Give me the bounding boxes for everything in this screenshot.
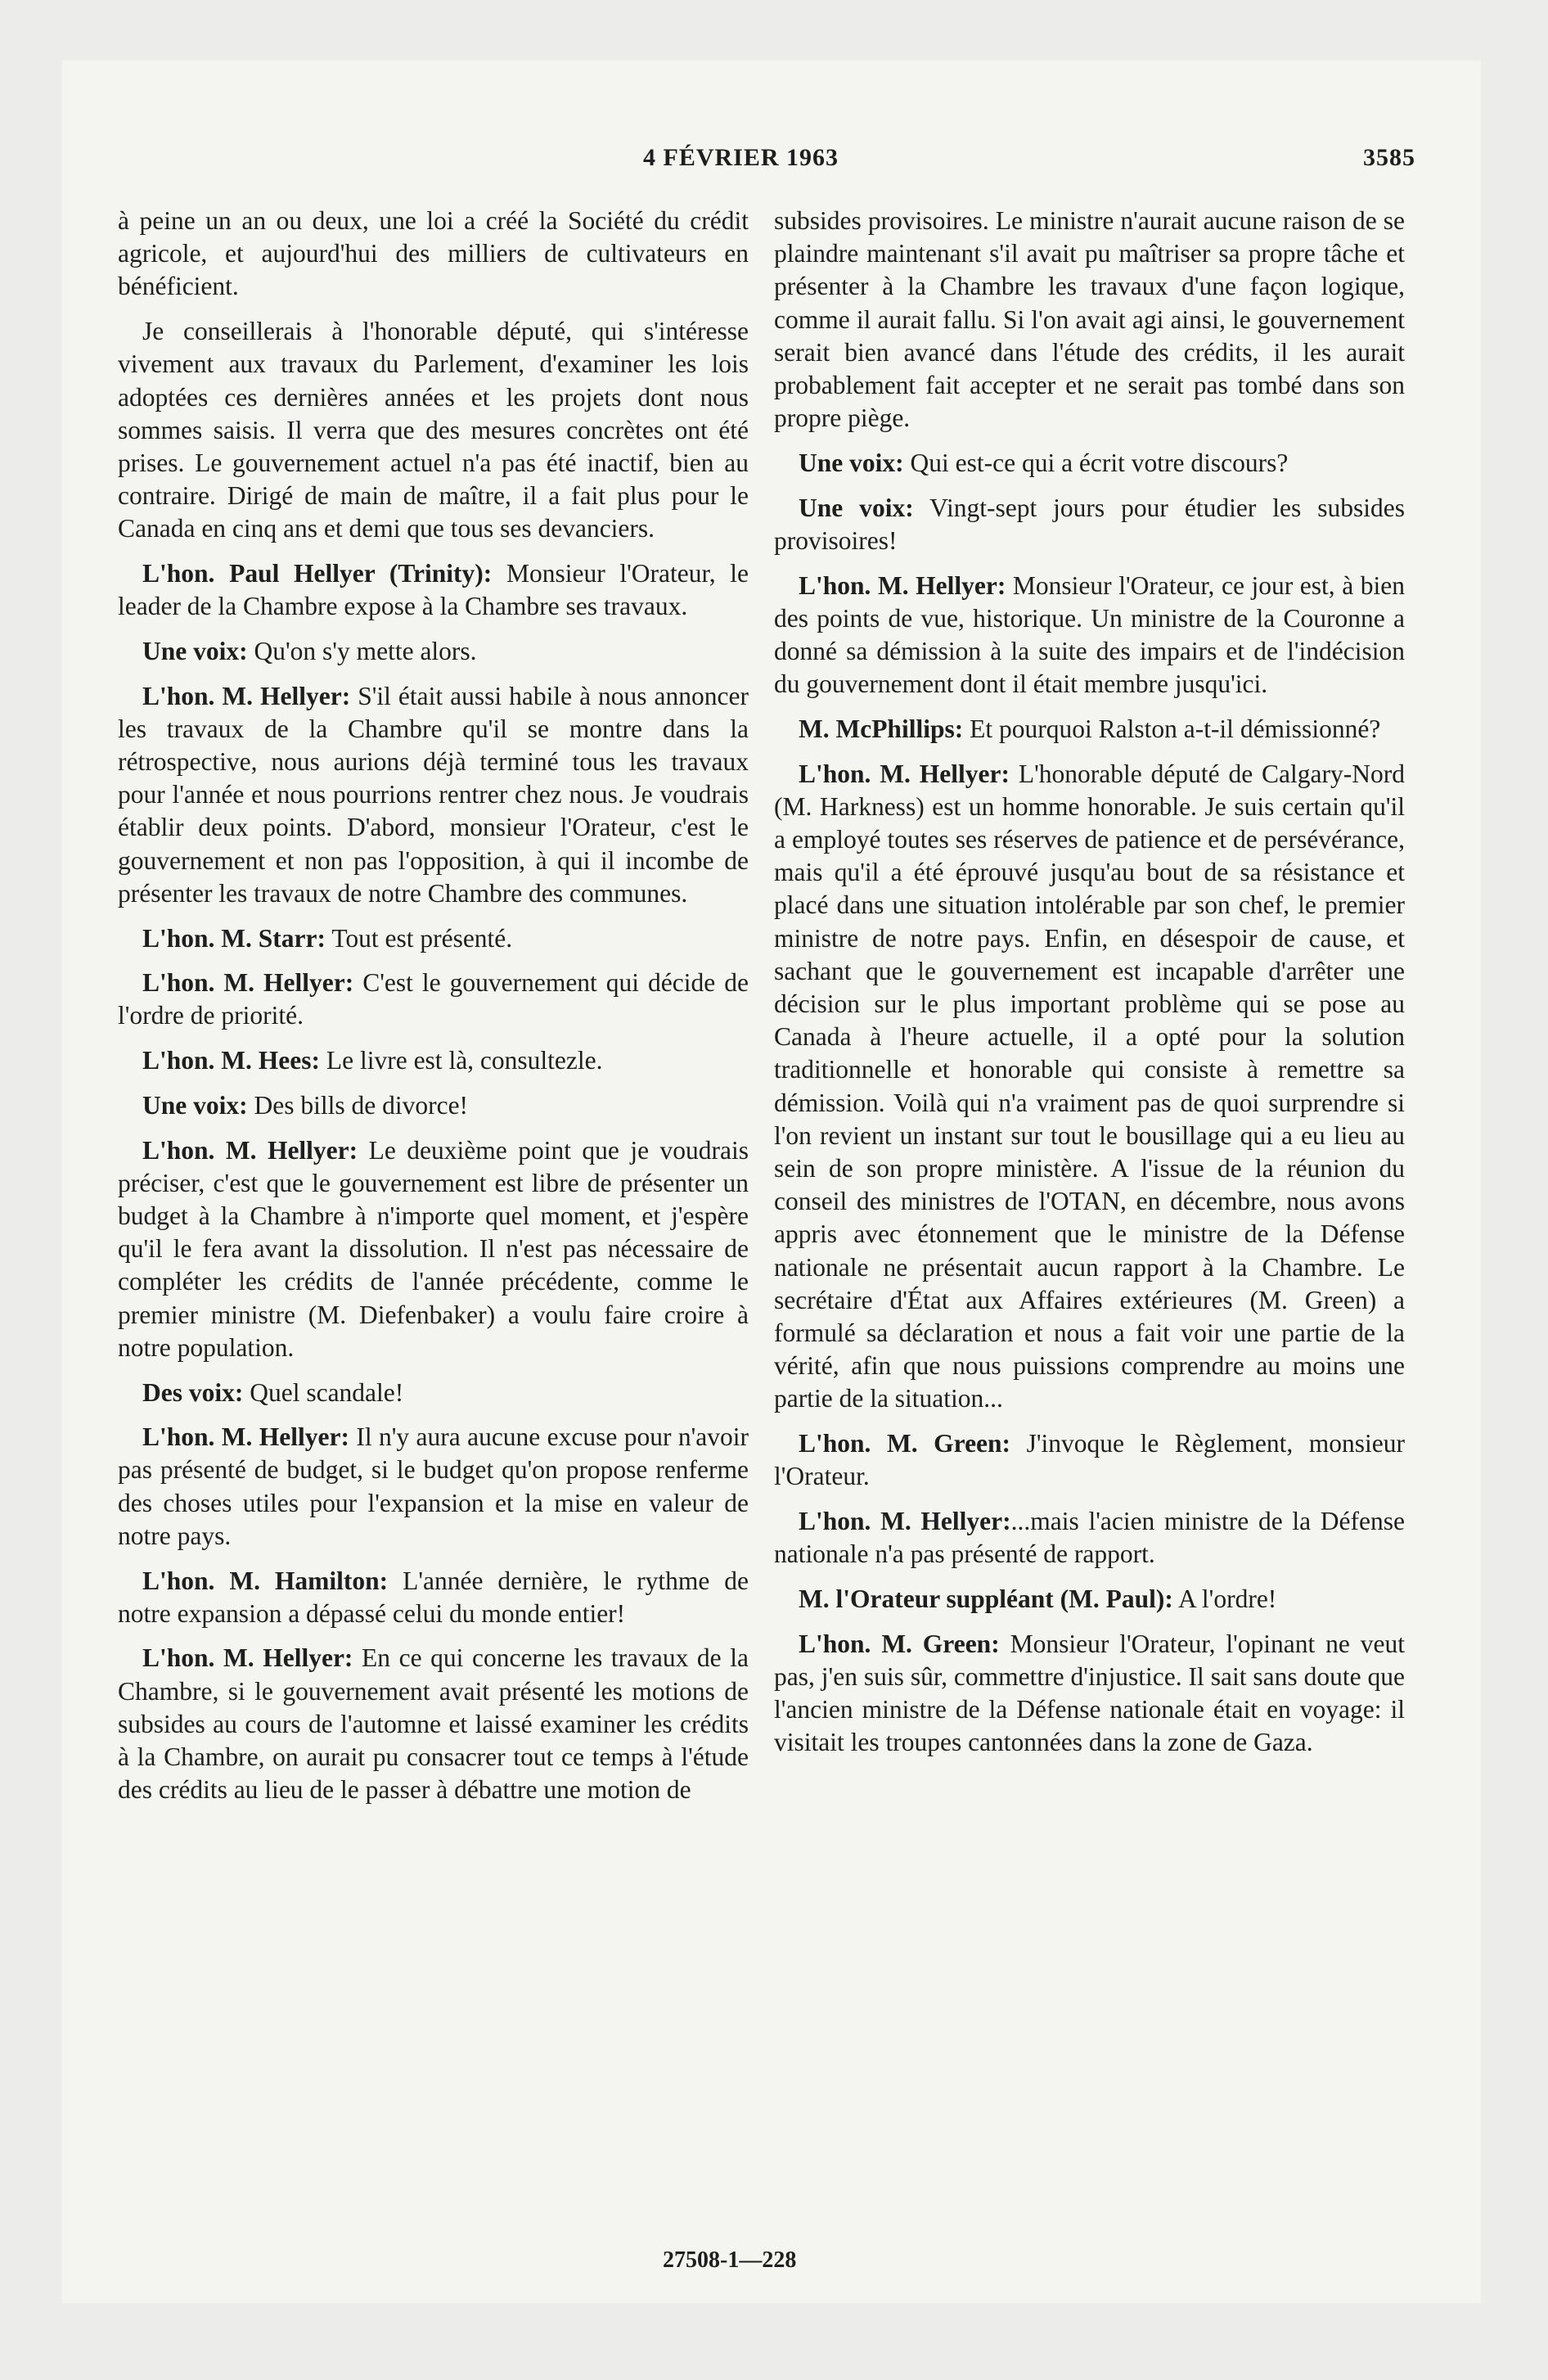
speaker: M. McPhillips: [799, 714, 964, 743]
paragraph [118, 1044, 749, 1077]
paragraph-text: Des bills de divorce! [254, 1090, 469, 1120]
left-column [118, 205, 749, 1819]
speaker: M. l'Orateur suppléant (M. Paul): [799, 1584, 1173, 1613]
speaker: L'hon. M. Hellyer: [799, 570, 1006, 600]
paragraph [774, 205, 1405, 435]
paragraph-text: C'est le gouvernement qui décide de l'ordre de priorité. [118, 968, 749, 1030]
paragraph [774, 1505, 1405, 1571]
paragraph [118, 1421, 749, 1553]
paragraph [118, 205, 749, 304]
speaker: L'hon. M. Hellyer: [142, 1422, 349, 1452]
speaker: Des voix: [142, 1377, 244, 1407]
paragraph-text: subsides provisoires. Le ministre n'aurait aucune raison de se plaindre maintenant s'il avait pu maîtriser sa propre tâche et présenter à la Chambre les travaux d'une façon logique, comme il aurait fallu. Si l'on avait agi ainsi, le gouvernement serait bien avancé dans l'étude des crédits, il les aurait probablement fait accepter et ne serait pas tombé dans son propre piège. [774, 206, 1405, 433]
paragraph-text: Qui est-ce qui a écrit votre discours? [910, 448, 1289, 477]
document-page [62, 61, 1481, 2303]
speaker: Une voix: [799, 493, 914, 522]
paragraph-text: En ce qui concerne les travaux de la Chambre, si le gouvernement avait présenté les motions de subsides au cours de l'automne et laissé examiner les crédits à la Chambre, on aurait pu consacrer tout ce temps à l'étude des crédits au lieu de le passer à débattre une motion de [118, 1643, 749, 1805]
paragraph-text: Monsieur l'Orateur, le leader de la Chambre expose à la Chambre ses travaux. [118, 559, 749, 621]
speaker: Une voix: [142, 1090, 248, 1120]
speaker: L'hon. Paul Hellyer (Trinity): [142, 559, 493, 588]
paragraph [118, 1089, 749, 1122]
paragraph [118, 635, 749, 668]
speaker: L'hon. M. Hellyer: [142, 1643, 353, 1673]
paragraph [118, 315, 749, 545]
paragraph-text: Monsieur l'Orateur, l'opinant ne veut pas, j'en suis sûr, commettre d'injustice. Il sait sans doute que l'ancien ministre de la Défense nationale était en voyage: il visitait les troupes cantonnées dans la zone de Gaza. [774, 1629, 1405, 1757]
paragraph-text: Le livre est là, consultezle. [326, 1046, 603, 1075]
paragraph [774, 758, 1405, 1416]
speaker: L'hon. M. Hees: [142, 1046, 320, 1075]
paragraph-text: S'il était aussi habile à nous annoncer les travaux de la Chambre qu'il se montre dans la rétrospective, nous aurions déjà terminé tous les travaux pour l'année et nous pourrions rentrer chez nous. Je voudrais établir deux points. D'abord, monsieur l'Orateur, c'est le gouvernement et non pas l'opposition, à qui il incombe de présenter les travaux de notre Chambre des communes. [118, 681, 749, 908]
paragraph-text: J'invoque le Règlement, monsieur l'Orateur. [774, 1429, 1406, 1491]
paragraph [774, 1628, 1405, 1760]
paragraph-text: Tout est présenté. [331, 923, 513, 953]
speaker: L'hon. M. Green: [799, 1629, 1000, 1658]
paragraph [118, 1377, 749, 1409]
paragraph [118, 680, 749, 910]
paragraph [118, 557, 749, 623]
paragraph [118, 967, 749, 1032]
paragraph [774, 570, 1405, 701]
paragraph [774, 1583, 1405, 1616]
speaker: L'hon. M. Hellyer: [142, 968, 354, 998]
paragraph [774, 713, 1405, 746]
paragraph [118, 1565, 749, 1630]
paragraph [118, 1134, 749, 1364]
paragraph-text: L'honorable député de Calgary-Nord (M. Harkness) est un homme honorable. Je suis certain qu'il a employé toutes ses réserves de patience et de persévérance, mais qu'il a été éprouvé jusqu'au bout de sa résistance et placé dans une situation intolérable par son chef, le premier ministre de notre pays. Enfin, en désespoir de cause, et sachant que le gouvernement est incapable d'arrêter une décision sur le plus important problème qui se pose au Canada à l'heure actuelle, il a opté pour la solution traditionnelle et honorable qui consiste à remettre sa démission. Voilà qui n'a vraiment pas de quoi surprendre si l'on revient un instant sur tout le bousillage qui a eu lieu au sein de son propre ministère. A l'issue de la réunion du conseil des ministres de l'OTAN, en décembre, nous avons appris avec étonnement que le ministre de la Défense nationale ne présentait aucun rapport à la Chambre. Le secrétaire d'État aux Affaires extérieures (M. Green) a formulé sa déclaration et nous a fait voir une partie de la vérité, afin que nous puissions comprendre au moins une partie de la situation... [774, 759, 1405, 1413]
paragraph [774, 447, 1405, 480]
speaker: L'hon. M. Hellyer: [799, 759, 1010, 788]
speaker: L'hon. M. Starr: [142, 923, 326, 953]
paragraph [118, 922, 749, 955]
paragraph [774, 492, 1405, 557]
page-date: 4 FÉVRIER 1963 [643, 144, 839, 171]
paragraph [774, 1427, 1405, 1493]
paragraph-text: Je conseillerais à l'honorable député, qui s'intéresse vivement aux travaux du Parlement, d'examiner les lois adoptées ces dernières années et les projets dont nous sommes saisis. Il verra que des mesures concrètes ont été prises. Le gouvernement actuel n'a pas été inactif, bien au contraire. Dirigé de main de maître, il a fait plus pour le Canada en cinq ans et demi que tous ses devanciers. [118, 317, 749, 543]
printer-signature: 27508-1—228 [663, 2247, 797, 2273]
speaker: Une voix: [142, 636, 248, 665]
page-number: 3585 [1363, 144, 1415, 171]
paragraph [118, 1642, 749, 1806]
speaker: L'hon. M. Hellyer: [142, 1135, 358, 1165]
paragraph-text: Il n'y aura aucune excuse pour n'avoir pas présenté de budget, si le budget qu'on propose renferme des choses utiles pour l'expansion et la mise en valeur de notre pays. [118, 1422, 749, 1550]
paragraph-text: L'année dernière, le rythme de notre expansion a dépassé celui du monde entier! [118, 1566, 749, 1628]
right-column [774, 205, 1405, 1771]
paragraph-text: Et pourquoi Ralston a-t-il démissionné? [970, 714, 1381, 743]
speaker: Une voix: [799, 448, 904, 477]
paragraph-text: Monsieur l'Orateur, ce jour est, à bien des points de vue, historique. Un ministre de la Couronne a donné sa démission à la suite des impairs et de l'indécision du gouvernement dont il était membre jusqu'ici. [774, 570, 1405, 699]
paragraph-text: A l'ordre! [1178, 1584, 1277, 1613]
paragraph-text: ...mais l'acien ministre de la Défense nationale n'a pas présenté de rapport. [774, 1507, 1405, 1569]
paragraph-text: Le deuxième point que je voudrais préciser, c'est que le gouvernement est libre de présenter un budget à la Chambre à n'importe quel moment, et j'espère qu'il le fera avant la dissolution. Il n'est pas nécessaire de compléter les crédits de l'année précédente, comme le premier ministre (M. Diefenbaker) a voulu faire croire à notre population. [118, 1135, 749, 1362]
speaker: L'hon. M. Hellyer: [142, 681, 351, 710]
speaker: L'hon. M. Hellyer: [799, 1507, 1011, 1536]
paragraph-text: Vingt-sept jours pour étudier les subsides provisoires! [774, 493, 1405, 555]
speaker: L'hon. M. Green: [799, 1429, 1011, 1458]
speaker: L'hon. M. Hamilton: [142, 1566, 389, 1595]
paragraph-text: Quel scandale! [250, 1377, 404, 1407]
paragraph-text: Qu'on s'y mette alors. [254, 636, 477, 665]
paragraph-text: à peine un an ou deux, une loi a créé la Société du crédit agricole, et aujourd'hui des milliers de cultivateurs en bénéficient. [118, 206, 749, 301]
